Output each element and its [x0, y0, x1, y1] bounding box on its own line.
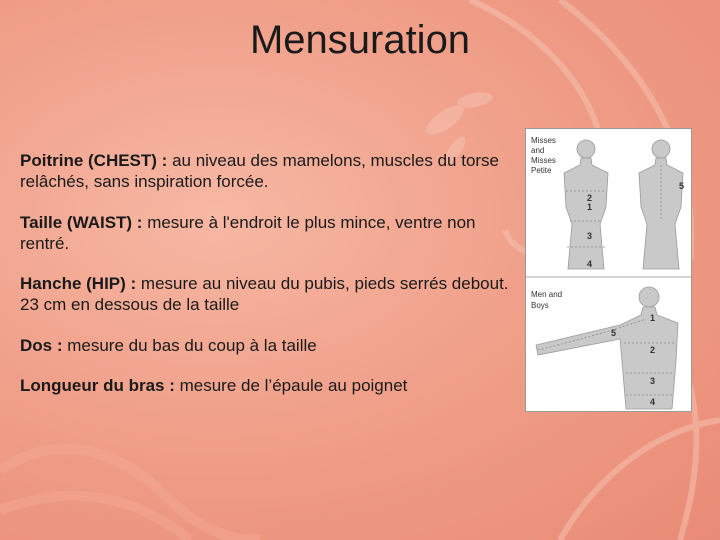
item-term: Taille (WAIST) : — [20, 212, 143, 232]
item-back — [20, 335, 510, 356]
women-number-3: 3 — [587, 231, 593, 241]
men-number-4: 4 — [650, 397, 656, 407]
men-label-line1: Men and — [531, 290, 563, 299]
item-text: mesure au niveau du pubis, pieds serrés debout. 23 cm en dessous de la taille — [20, 274, 509, 315]
men-number-2: 2 — [650, 345, 656, 355]
women-number-5: 5 — [679, 181, 685, 191]
women-label-line2: and — [531, 146, 545, 155]
women-label-line4: Petite — [531, 166, 552, 175]
item-text: mesure à l'endroit le plus mince, ventre non rentré. — [20, 212, 476, 253]
men-silhouette — [536, 287, 678, 409]
item-term: Poitrine (CHEST) : — [20, 151, 168, 170]
men-number-3: 3 — [650, 376, 656, 386]
item-text: mesure de l’épaule au poignet — [174, 375, 408, 395]
item-text: mesure du bas du coup à la taille — [62, 335, 317, 355]
slide-title: Mensuration — [249, 18, 471, 62]
women-number-1: 1 — [587, 202, 593, 212]
slide-body — [20, 150, 510, 415]
measurement-figure — [525, 128, 692, 412]
men-number-5: 5 — [611, 328, 617, 338]
item-arm-length — [20, 375, 510, 396]
measurement-diagram — [526, 129, 691, 411]
women-label-line3: Misses — [531, 156, 556, 165]
item-text: au niveau des mamelons, muscles du torse relâchés, sans inspiration forcée. — [20, 151, 500, 192]
women-number-4: 4 — [587, 259, 593, 269]
men-label-line2: Boys — [531, 301, 549, 310]
item-term: Hanche (HIP) : — [20, 274, 137, 293]
women-label-line1: Misses — [531, 136, 556, 145]
item-hip — [20, 273, 510, 316]
item-chest — [20, 150, 510, 193]
item-waist — [20, 212, 510, 255]
women-number-2: 2 — [587, 193, 593, 203]
item-term: Dos : — [20, 335, 63, 355]
women-front-silhouette — [564, 140, 608, 269]
men-number-1: 1 — [650, 313, 656, 323]
item-term: Longueur du bras : — [20, 375, 175, 395]
women-back-silhouette — [639, 140, 683, 269]
